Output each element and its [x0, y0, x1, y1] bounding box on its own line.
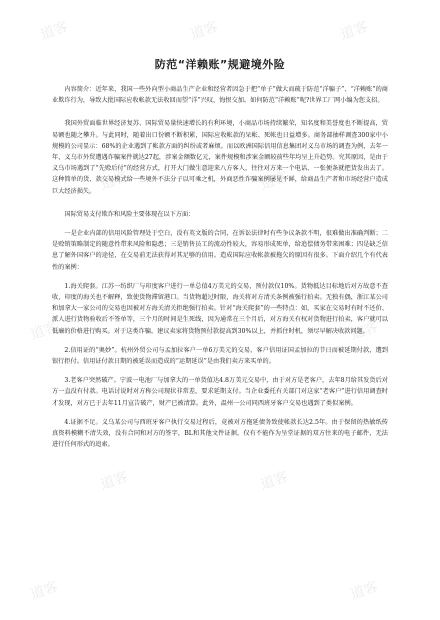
body-paragraph: 我国外贸面临世界经济复苏、国际贸易量快速增长的有利环境，小商品市场持续繁荣，知名度和美誉度也不断提高，贸易额也随之攀升。与此同时，随着出口份额不断积累，国际应收帐款的呆帐、死帐也日益增多。商务部抽样调查300家中小规模的公司显示：68%的企业遇到了帐款方面的纠纷或者麻烦。而以欧洲国际信用信息集团对义乌市场的调查为例，去年一年，义乌市外贸遭遇诈骗案件就达27起，涉案金额数亿元，案件规模和涉案金额较前些年均呈上升趋势。究其原因，是由于义乌市场遇到了“先赊后付”的经营方式，打开大门做生意迎来八方客人，往往对方来一个电话、一张便条就把货发出去了。这种简单的货、款交易模式给一些境外不法分子以可乘之机，外商恶性诈骗案例屡见不鲜，给商品生产者和市场经营户造成巨大经济损失。 — [52, 120, 388, 195]
watermark: 道客 — [28, 318, 61, 344]
watermark: 道客 — [98, 468, 131, 494]
case-paragraph: 3.老客户突然破产。宁波一电池厂与加拿大的一单货值达4.8万美元交易中，由于对方是老客户，去年8月给其发货后对方一直没有付款。电话讨说时对方称公司现状非常差，要求延期支付。当企业委托有关部门对这家“老客户”进行信用调查时才发现，对方已于去年11月宣告破产，财产已被清算。此外，温州一公司同西班牙客户交易也遇到了类似案例。 — [52, 377, 388, 407]
summary-paragraph: 内容简介：近年来，我国一些外向型小商品生产企业和经营者因急于把“单子”做大而疏于防范“洋骗子”、“洋赖账”的商业欺诈行为，导致大批国际应收帐款无法收回而望“洋”兴叹，悔恨交加。如何防范“洋赖账”呢?世界工厂网小编为您支招。 — [52, 86, 388, 105]
watermark: 道客 — [338, 18, 371, 44]
page-title: 防范“洋赖账”规避境外险 — [154, 58, 286, 71]
watermark: 道客 — [188, 18, 221, 44]
watermark: 道客 — [188, 318, 221, 344]
watermark: 道客 — [258, 168, 291, 194]
watermark: 道客 — [348, 318, 381, 344]
watermark: 道客 — [28, 578, 61, 604]
case-paragraph: 4.证据不足。义乌某公司与西班牙客户执行交易过程后，竟被对方拖延债务致使帐款长达2.5年。由于保留的热敏纸传真资料模糊不清失效，没有合同和对方的签字，BL和其他文件证据，仅有不能作为呈堂证据的双方往来的电子邮件，无法进行任何形式的追索。 — [52, 418, 388, 449]
case-paragraph: 2.信用证的“奥妙”。杭州外贸公司与孟加拉客户一单6万美元的交易，客户信用证国孟加拉的节日而被延期付款，遭到银行拒付。信用证付款日期的被延误而造成的“运期延误”是由我们卖方来买单的。 — [52, 346, 388, 366]
body-paragraph: 国际贸易支付欺诈和风险主要体现在以下方面： — [64, 210, 195, 218]
watermark: 道客 — [348, 578, 381, 604]
case-paragraph: 1.海关爬套。江苏一纺织厂与印度客户进行一单总值4万美元的交易，预付款仅10%。货物抵达目标地后对方故意不查收，印度的海关也不解释，致使货物滞留港口。当货物超过时限，海关将对方清关条例被强行拍卖。无独有偶，浙江某公司和加拿大一家公司的交易也因被对方海关清关拒绝强行拍卖。针对“海关爬套”的一些特点：如，买家在交易时有时不还价、派人进行货物验收后不签单等，三个月的时间是生死线，因为通常在三个月后，对方海关有权对货物进行拍卖，客户就可以低廉的价格进行购买。对于这类诈骗，建议卖家将货物预付款提高到30%以上，并抓住时机，须尽早解决收款问题。 — [52, 282, 388, 335]
watermark: 道客 — [98, 168, 131, 194]
watermark: 道客 — [258, 468, 291, 494]
watermark: 道客 — [38, 18, 71, 44]
body-paragraph: 一是企业内部的信用风险管理处于空白，没有英文版的合同，在诉讼法律时有些争议条款不明，很难做出准确判断；二是赊销策略制定的随意性带来风险和隐患；三是销售员工的流动性较大，容易形成死单，给追偿债务带来困难；四是缺乏信息了解外国客户的途径，在交易前无法获得对其足够的信用。造成国际应收帐款被拖欠的原因有很多。下面介绍几个有代表性的案例： — [52, 230, 388, 271]
